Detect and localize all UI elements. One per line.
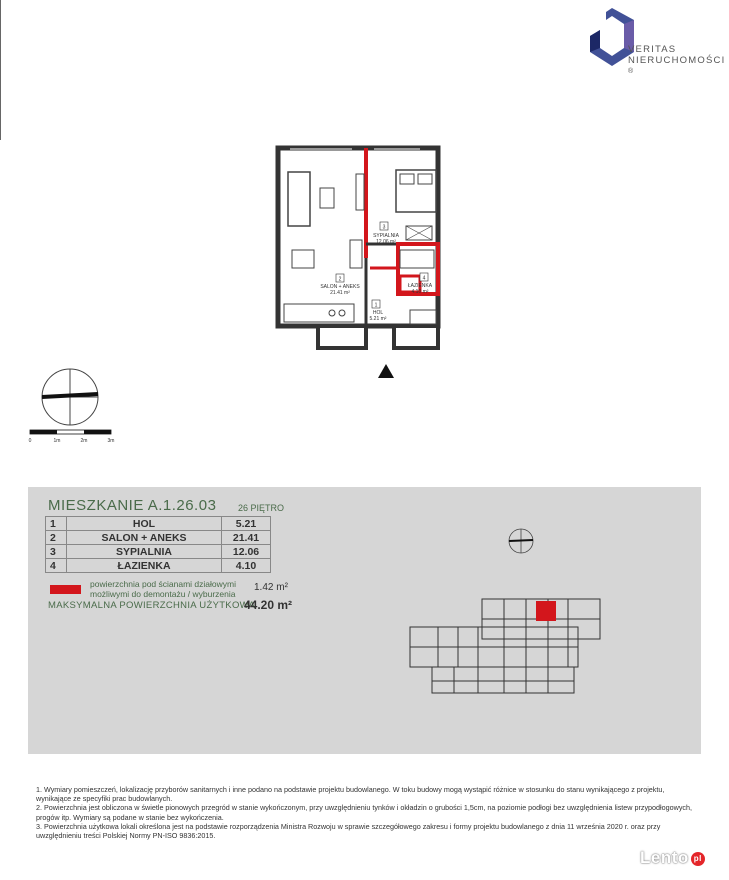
room-area: 5.21 (222, 517, 271, 531)
legend-value: 1.42 m² (254, 582, 288, 593)
legend-text (90, 579, 250, 599)
legend-line2: możliwymi do demontażu / wyburzenia (90, 589, 236, 599)
apartment-info-panel (28, 487, 701, 754)
footnote-2: 2. Powierzchnia jest obliczona w świetle pionowych przegród w stanie wykończonym, przy uwzględnieniu tynków i okładzin o grubości 1,5cm, na poziomie podłogi bez uwzględnienia listew przypodłogowych, progów itp. Wymiary są podane w stanie bez wykończenia. (36, 803, 692, 822)
table-row (46, 559, 271, 573)
room-no: 3 (46, 545, 67, 559)
left-border-line (0, 0, 1, 140)
table-row (46, 545, 271, 559)
room-name: SALON + ANEKS (67, 531, 222, 545)
table-row (46, 517, 271, 531)
legend-line1: powierzchnia pod ścianami działowymi (90, 579, 236, 589)
scale-tick-2: 2m (80, 438, 88, 444)
plan-room-no-2: 2 (338, 276, 342, 283)
footnote-1: 1. Wymiary pomieszczeń, lokalizację przyborów sanitarnych i inne podano na podstawie projektu budowlanego. W toku budowy mogą wystąpić różnice w stosunku do stanu wynikającego z projektu, wynikające ze specyfiki prac budowlanych. (36, 785, 665, 804)
lento-watermark (640, 848, 705, 868)
plan-room-name-2: SALON + ANEKS (320, 284, 360, 290)
watermark-text: Lento (640, 848, 689, 867)
legend-red-swatch (50, 585, 81, 594)
compass-icon (40, 367, 100, 427)
plan-room-name-3: SYPIALNIA (373, 233, 399, 239)
room-area: 12.06 (222, 545, 271, 559)
plan-room-area-2: 21.41 m² (330, 290, 350, 296)
table-row (46, 531, 271, 545)
brand-name (628, 44, 729, 77)
apartment-title: MIESZKANIE A.1.26.03 (48, 497, 217, 514)
plan-room-area-4: 4.10 m² (411, 289, 429, 295)
footnotes (36, 785, 701, 840)
plan-room-name-1: HOL (372, 310, 384, 316)
scale-tick-1: 1m (53, 438, 61, 444)
watermark-badge-icon: pl (691, 852, 705, 866)
room-no: 1 (46, 517, 67, 531)
scale-tick-3: 3m (107, 438, 115, 444)
plan-room-area-1: 5.21 m² (369, 316, 387, 322)
scale-tick-0: 0 (28, 438, 32, 444)
brand-line2: NIERUCHOMOŚCI (628, 55, 726, 66)
total-area-label: MAKSYMALNA POWIERZCHNIA UŻYTKOWA (48, 600, 256, 611)
room-no: 2 (46, 531, 67, 545)
room-area: 4.10 (222, 559, 271, 573)
plan-room-area-3: 12.06 m² (376, 239, 396, 245)
total-area-value: 44.20 m² (244, 598, 293, 612)
plan-room-no-4: 4 (422, 275, 426, 282)
scale-bar (28, 426, 128, 446)
brand-registered-mark: ® (628, 68, 635, 75)
compass-small-icon (507, 527, 535, 555)
room-no: 4 (46, 559, 67, 573)
room-area: 21.41 (222, 531, 271, 545)
plan-room-no-3: 3 (382, 224, 386, 231)
building-key-plan (408, 597, 608, 697)
room-name: SYPIALNIA (67, 545, 222, 559)
plan-room-name-4: ŁAZIENKA (407, 283, 433, 289)
brand-line1: VERITAS (628, 44, 677, 55)
footnote-3: 3. Powierzchnia użytkowa lokali określona jest na podstawie rozporządzenia Ministra Rozwoju w sprawie szczegółowego zakresu i formy projektu budowlanego z dnia 11 września 2020 r. oraz przy uwzględnieniu treści Polskiej Normy PN-ISO 9836:2015. (36, 821, 661, 841)
rooms-table (45, 516, 271, 573)
room-name: ŁAZIENKA (67, 559, 222, 573)
floor-plan (270, 140, 450, 380)
plan-room-no-1: 1 (374, 302, 378, 309)
room-name: HOL (67, 517, 222, 531)
apartment-floor: 26 PIĘTRO (238, 503, 285, 513)
